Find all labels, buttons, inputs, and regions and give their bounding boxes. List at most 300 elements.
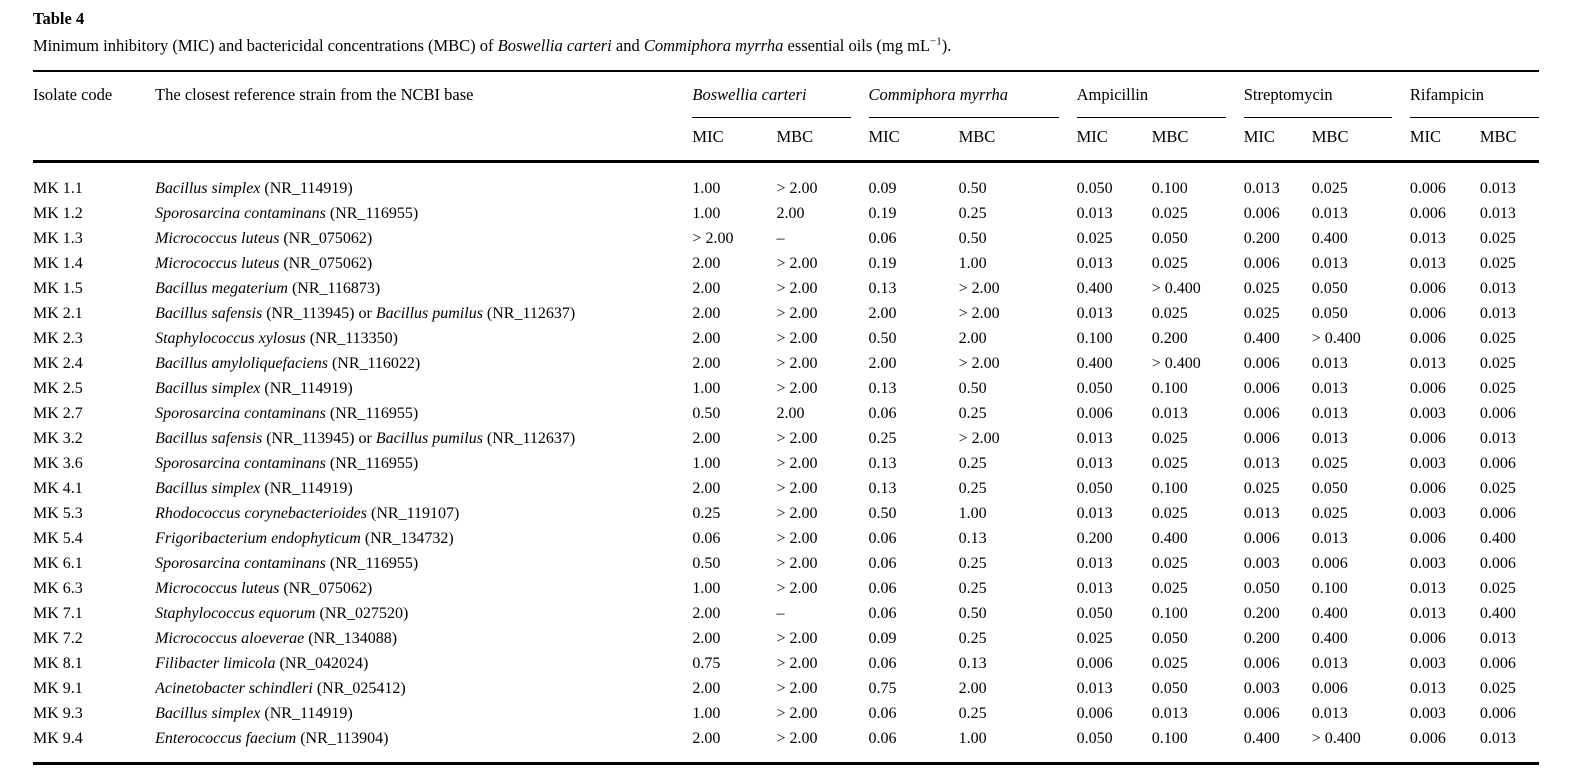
table-row <box>33 476 1539 501</box>
mbc-value-cell: 0.013 <box>1311 255 1348 272</box>
strain-cell <box>155 376 692 401</box>
table-row <box>33 301 1539 326</box>
mic-value-cell: 0.013 <box>1076 430 1113 447</box>
isolate-code-cell: MK 8.1 <box>33 655 83 672</box>
mic-value-cell: 0.006 <box>1409 280 1446 297</box>
mic-value-cell: 0.006 <box>1243 655 1280 672</box>
mbc-value-cell: 0.400 <box>1311 230 1348 247</box>
mic-value-cell: 2.00 <box>692 605 721 622</box>
strain-segment: (NR_116955) <box>325 555 419 572</box>
table-row <box>33 501 1539 526</box>
mic-value-cell: 1.00 <box>692 455 721 472</box>
subcolumn-header-mic: MIC <box>1244 118 1312 162</box>
mbc-value-cell: 0.50 <box>958 605 987 622</box>
caption-segment: essential oils (mg mL <box>783 36 931 55</box>
isolate-code-cell: MK 3.6 <box>33 455 83 472</box>
strain-cell <box>155 162 692 202</box>
mbc-value-cell: 0.006 <box>1479 705 1516 722</box>
mbc-value-cell: 0.25 <box>958 480 987 497</box>
table-row <box>33 551 1539 576</box>
mic-value-cell: 0.400 <box>1076 355 1113 372</box>
mic-value-cell: 2.00 <box>692 305 721 322</box>
mic-value-cell: 0.050 <box>1076 380 1113 397</box>
isolate-code-cell: MK 4.1 <box>33 480 83 497</box>
mic-value-cell: 1.00 <box>692 180 721 197</box>
mic-value-cell: 0.13 <box>868 480 897 497</box>
mbc-value-cell: > 2.00 <box>776 480 818 497</box>
table-row <box>33 351 1539 376</box>
mic-value-cell: 0.013 <box>1409 255 1446 272</box>
mic-value-cell: 0.013 <box>1409 605 1446 622</box>
header-group-row <box>33 71 1539 118</box>
mbc-value-cell: 0.050 <box>1311 305 1348 322</box>
strain-segment: (NR_112637) <box>482 305 576 322</box>
mic-value-cell: 0.003 <box>1409 555 1446 572</box>
isolate-code-cell: MK 1.1 <box>33 180 83 197</box>
mbc-value-cell: > 2.00 <box>776 430 818 447</box>
mic-value-cell: 0.200 <box>1243 230 1280 247</box>
mbc-value-cell: > 2.00 <box>776 530 818 547</box>
strain-segment: (NR_116873) <box>287 280 381 297</box>
mic-value-cell: 0.50 <box>868 330 897 347</box>
mbc-value-cell: 0.25 <box>958 405 987 422</box>
mbc-value-cell: > 2.00 <box>776 655 818 672</box>
mbc-value-cell: > 0.400 <box>1311 730 1361 747</box>
strain-segment: (NR_027520) <box>315 605 409 622</box>
mic-value-cell: 0.006 <box>1076 655 1113 672</box>
mic-value-cell: 2.00 <box>868 355 897 372</box>
mic-value-cell: 0.06 <box>868 655 897 672</box>
strain-segment: (NR_134088) <box>304 630 398 647</box>
mic-value-cell: 0.09 <box>868 180 897 197</box>
mbc-value-cell: > 2.00 <box>958 430 1000 447</box>
table-row <box>33 676 1539 701</box>
mic-value-cell: 2.00 <box>692 280 721 297</box>
mbc-value-cell: 2.00 <box>958 330 987 347</box>
mbc-value-cell: 0.025 <box>1479 380 1516 397</box>
strain-segment: (NR_025412) <box>312 680 406 697</box>
strain-segment: (NR_116955) <box>325 455 419 472</box>
caption-segment: and <box>611 36 644 55</box>
mbc-value-cell: 0.006 <box>1479 505 1516 522</box>
isolate-code-cell: MK 6.3 <box>33 580 83 597</box>
mic-value-cell: 0.003 <box>1243 680 1280 697</box>
mbc-value-cell: 0.400 <box>1479 605 1516 622</box>
mbc-value-cell: 0.13 <box>958 530 987 547</box>
mic-value-cell: 0.050 <box>1076 480 1113 497</box>
mic-value-cell: 0.06 <box>868 405 897 422</box>
mic-value-cell: 0.06 <box>868 530 897 547</box>
mic-value-cell: 0.006 <box>1243 355 1280 372</box>
mbc-value-cell: > 2.00 <box>958 355 1000 372</box>
mbc-value-cell: 1.00 <box>958 730 987 747</box>
strain-italic-segment: Sporosarcina contaminans <box>155 455 326 472</box>
strain-cell <box>155 476 692 501</box>
mic-value-cell: 0.006 <box>1409 205 1446 222</box>
table-row <box>33 451 1539 476</box>
mbc-value-cell: 0.006 <box>1479 655 1516 672</box>
caption-segment: ). <box>941 36 952 55</box>
mic-value-cell: 0.013 <box>1409 355 1446 372</box>
mbc-value-cell: > 2.00 <box>776 355 818 372</box>
mbc-value-cell: 0.013 <box>1479 205 1516 222</box>
mbc-value-cell: 0.050 <box>1151 230 1188 247</box>
isolate-code-cell: MK 1.4 <box>33 255 83 272</box>
mbc-value-cell: – <box>776 605 785 622</box>
strain-italic-segment: Bacillus safensis <box>155 430 263 447</box>
mic-value-cell: 0.400 <box>1243 730 1280 747</box>
mic-value-cell: 0.006 <box>1243 380 1280 397</box>
caption-italic-segment: Boswellia carteri <box>497 36 612 55</box>
mbc-value-cell: 0.400 <box>1151 530 1188 547</box>
column-group-boswellia-carteri <box>692 71 868 118</box>
mbc-value-cell: 0.200 <box>1151 330 1188 347</box>
mic-value-cell: 0.50 <box>692 405 721 422</box>
strain-segment: (NR_113350) <box>305 330 398 347</box>
strain-italic-segment: Micrococcus luteus <box>155 255 280 272</box>
mbc-value-cell: 0.50 <box>958 230 987 247</box>
mic-value-cell: 0.19 <box>868 205 897 222</box>
mic-value-cell: 0.06 <box>868 555 897 572</box>
table-row <box>33 162 1539 202</box>
mic-value-cell: 2.00 <box>692 255 721 272</box>
strain-segment: (NR_075062) <box>279 580 373 597</box>
table-row <box>33 426 1539 451</box>
group-underline <box>1077 85 1226 118</box>
mbc-value-cell: 0.025 <box>1151 505 1188 522</box>
mic-value-cell: 0.19 <box>868 255 897 272</box>
mic-value-cell: 0.006 <box>1409 630 1446 647</box>
mic-value-cell: 0.013 <box>1076 305 1113 322</box>
isolate-code-cell: MK 5.3 <box>33 505 83 522</box>
mic-value-cell: 0.13 <box>868 280 897 297</box>
mbc-value-cell: 0.013 <box>1311 205 1348 222</box>
mbc-value-cell: 0.006 <box>1311 555 1348 572</box>
mic-mbc-table <box>33 70 1539 765</box>
mbc-value-cell: 0.013 <box>1311 380 1348 397</box>
strain-italic-segment: Sporosarcina contaminans <box>155 555 326 572</box>
mic-value-cell: 0.006 <box>1076 705 1113 722</box>
column-group-ampicillin <box>1077 71 1244 118</box>
mbc-value-cell: > 0.400 <box>1151 280 1201 297</box>
mbc-value-cell: 0.050 <box>1311 480 1348 497</box>
strain-cell <box>155 226 692 251</box>
mic-value-cell: 0.06 <box>868 705 897 722</box>
table-row <box>33 276 1539 301</box>
mbc-value-cell: 0.013 <box>1151 705 1188 722</box>
mic-value-cell: 2.00 <box>692 730 721 747</box>
mbc-value-cell: 0.013 <box>1479 730 1516 747</box>
isolate-code-cell: MK 2.3 <box>33 330 83 347</box>
mic-value-cell: 0.75 <box>692 655 721 672</box>
column-header-isolate-code: Isolate code <box>33 71 155 162</box>
mic-value-cell: 0.06 <box>868 230 897 247</box>
mbc-value-cell: > 0.400 <box>1311 330 1361 347</box>
mic-value-cell: 0.006 <box>1243 205 1280 222</box>
mic-value-cell: 0.09 <box>868 630 897 647</box>
mbc-value-cell: > 2.00 <box>776 680 818 697</box>
mbc-value-cell: 0.013 <box>1311 405 1348 422</box>
strain-segment: (NR_119107) <box>367 505 460 522</box>
strain-cell <box>155 501 692 526</box>
mic-value-cell: 0.013 <box>1243 505 1280 522</box>
mic-value-cell: 0.25 <box>692 505 721 522</box>
mbc-value-cell: 0.025 <box>1479 355 1516 372</box>
strain-italic-segment: Enterococcus faecium <box>155 730 297 747</box>
mbc-value-cell: > 2.00 <box>958 280 1000 297</box>
strain-cell <box>155 351 692 376</box>
strain-italic-segment: Bacillus simplex <box>155 380 261 397</box>
strain-segment: (NR_116955) <box>325 405 419 422</box>
mbc-value-cell: 0.100 <box>1311 580 1348 597</box>
mbc-value-cell: 0.025 <box>1311 180 1348 197</box>
mic-value-cell: 0.025 <box>1243 280 1280 297</box>
mic-value-cell: 0.025 <box>1243 305 1280 322</box>
mbc-value-cell: 0.013 <box>1479 630 1516 647</box>
mbc-value-cell: 0.100 <box>1151 380 1188 397</box>
mbc-value-cell: 0.400 <box>1311 630 1348 647</box>
strain-italic-segment: Micrococcus luteus <box>155 230 280 247</box>
mic-value-cell: 0.006 <box>1409 305 1446 322</box>
subcolumn-header-mbc: MBC <box>1152 118 1244 162</box>
mbc-value-cell: > 2.00 <box>776 555 818 572</box>
mic-value-cell: 0.006 <box>1409 330 1446 347</box>
strain-italic-segment: Bacillus pumilus <box>375 430 483 447</box>
mic-value-cell: > 2.00 <box>692 230 734 247</box>
strain-segment: (NR_134732) <box>360 530 454 547</box>
strain-italic-segment: Bacillus simplex <box>155 480 261 497</box>
mbc-value-cell: 0.25 <box>958 555 987 572</box>
table-label: Table 4 <box>33 9 85 28</box>
mic-value-cell: 0.006 <box>1409 730 1446 747</box>
table-row <box>33 601 1539 626</box>
mic-value-cell: 0.003 <box>1409 655 1446 672</box>
mbc-value-cell: 0.025 <box>1479 480 1516 497</box>
mic-value-cell: 2.00 <box>692 630 721 647</box>
mic-value-cell: 0.13 <box>868 380 897 397</box>
mbc-value-cell: 0.013 <box>1311 655 1348 672</box>
mbc-value-cell: 0.013 <box>1311 355 1348 372</box>
mic-value-cell: 0.050 <box>1076 180 1113 197</box>
mic-value-cell: 0.013 <box>1076 680 1113 697</box>
table-row <box>33 401 1539 426</box>
mic-value-cell: 0.013 <box>1076 555 1113 572</box>
mbc-value-cell: 0.25 <box>958 580 987 597</box>
isolate-code-cell: MK 2.7 <box>33 405 83 422</box>
mic-value-cell: 0.006 <box>1243 255 1280 272</box>
mic-value-cell: 0.050 <box>1076 730 1113 747</box>
mbc-value-cell: 1.00 <box>958 255 987 272</box>
isolate-code-cell: MK 7.1 <box>33 605 83 622</box>
mic-value-cell: 0.006 <box>1409 380 1446 397</box>
isolate-code-cell: MK 2.5 <box>33 380 83 397</box>
mbc-value-cell: 0.025 <box>1311 455 1348 472</box>
mbc-value-cell: 0.025 <box>1151 305 1188 322</box>
mic-value-cell: 0.006 <box>1076 405 1113 422</box>
strain-italic-segment: Acinetobacter schindleri <box>155 680 313 697</box>
strain-cell <box>155 276 692 301</box>
strain-cell <box>155 251 692 276</box>
strain-segment: (NR_116022) <box>327 355 421 372</box>
table-header <box>33 71 1539 162</box>
mbc-value-cell: > 2.00 <box>776 580 818 597</box>
strain-cell <box>155 626 692 651</box>
mic-value-cell: 2.00 <box>868 305 897 322</box>
mic-value-cell: 0.050 <box>1243 580 1280 597</box>
mic-value-cell: 0.50 <box>868 505 897 522</box>
strain-cell <box>155 301 692 326</box>
mic-value-cell: 0.006 <box>1409 480 1446 497</box>
mbc-value-cell: 0.50 <box>958 380 987 397</box>
isolate-code-cell: MK 2.4 <box>33 355 83 372</box>
caption-segment: Minimum inhibitory (MIC) and bactericidal concentrations (MBC) of <box>33 36 498 55</box>
isolate-code-cell: MK 9.1 <box>33 680 83 697</box>
isolate-code-cell: MK 1.3 <box>33 230 83 247</box>
subcolumn-header-mbc: MBC <box>959 118 1077 162</box>
mic-value-cell: 0.003 <box>1409 505 1446 522</box>
mic-value-cell: 0.200 <box>1243 605 1280 622</box>
group-underline <box>692 85 850 118</box>
mic-value-cell: 0.06 <box>868 730 897 747</box>
mbc-value-cell: > 2.00 <box>776 280 818 297</box>
mic-value-cell: 1.00 <box>692 705 721 722</box>
isolate-code-cell: MK 5.4 <box>33 530 83 547</box>
strain-segment: (NR_114919) <box>260 180 353 197</box>
mic-value-cell: 0.06 <box>868 605 897 622</box>
mbc-value-cell: 0.013 <box>1311 430 1348 447</box>
mbc-value-cell: 0.013 <box>1479 305 1516 322</box>
strain-segment: (NR_114919) <box>260 705 353 722</box>
strain-italic-segment: Rhodococcus corynebacterioides <box>155 505 368 522</box>
mic-value-cell: 0.400 <box>1076 280 1113 297</box>
mbc-value-cell: 0.25 <box>958 205 987 222</box>
mbc-value-cell: 0.400 <box>1311 605 1348 622</box>
mic-value-cell: 0.013 <box>1243 180 1280 197</box>
mbc-value-cell: 2.00 <box>958 680 987 697</box>
mic-value-cell: 0.50 <box>692 555 721 572</box>
mic-value-cell: 0.025 <box>1243 480 1280 497</box>
mbc-value-cell: 0.025 <box>1151 255 1188 272</box>
mic-value-cell: 0.050 <box>1076 605 1113 622</box>
isolate-code-cell: MK 7.2 <box>33 630 83 647</box>
mic-value-cell: 0.013 <box>1076 205 1113 222</box>
mic-value-cell: 0.006 <box>1243 530 1280 547</box>
mic-value-cell: 0.200 <box>1076 530 1113 547</box>
mbc-value-cell: 0.025 <box>1479 580 1516 597</box>
table-body <box>33 162 1539 764</box>
mbc-value-cell: > 2.00 <box>776 730 818 747</box>
strain-italic-segment: Frigoribacterium endophyticum <box>155 530 361 547</box>
mic-value-cell: 0.003 <box>1409 705 1446 722</box>
mbc-value-cell: 0.013 <box>1311 530 1348 547</box>
isolate-code-cell: MK 2.1 <box>33 305 83 322</box>
strain-cell <box>155 726 692 764</box>
mbc-value-cell: > 2.00 <box>776 380 818 397</box>
mic-value-cell: 2.00 <box>692 480 721 497</box>
mbc-value-cell: 2.00 <box>776 205 805 222</box>
mic-value-cell: 0.025 <box>1076 630 1113 647</box>
mbc-value-cell: 0.013 <box>1151 405 1188 422</box>
mbc-value-cell: 0.100 <box>1151 605 1188 622</box>
mic-value-cell: 0.006 <box>1409 530 1446 547</box>
mbc-value-cell: 0.400 <box>1479 530 1516 547</box>
mic-value-cell: 1.00 <box>692 380 721 397</box>
mic-value-cell: 0.003 <box>1409 455 1446 472</box>
mic-value-cell: 2.00 <box>692 680 721 697</box>
mic-value-cell: 0.013 <box>1076 505 1113 522</box>
mic-value-cell: 0.75 <box>868 680 897 697</box>
group-label: Ampicillin <box>1076 85 1149 104</box>
mic-value-cell: 0.25 <box>868 430 897 447</box>
mbc-value-cell: 0.100 <box>1151 180 1188 197</box>
mic-value-cell: 0.006 <box>1409 180 1446 197</box>
mbc-value-cell: > 2.00 <box>776 255 818 272</box>
subcolumn-header-mic: MIC <box>1410 118 1480 162</box>
mic-value-cell: 0.06 <box>692 530 721 547</box>
mic-value-cell: 0.003 <box>1409 405 1446 422</box>
mbc-value-cell: 0.013 <box>1311 705 1348 722</box>
strain-italic-segment: Bacillus safensis <box>155 305 263 322</box>
mbc-value-cell: 0.006 <box>1479 555 1516 572</box>
mbc-value-cell: > 2.00 <box>776 180 818 197</box>
mbc-value-cell: 1.00 <box>958 505 987 522</box>
table-row <box>33 576 1539 601</box>
mbc-value-cell: 0.50 <box>958 180 987 197</box>
subcolumn-header-mbc: MBC <box>1480 118 1539 162</box>
mbc-value-cell: 0.25 <box>958 630 987 647</box>
caption-italic-segment: Commiphora myrrha <box>643 36 784 55</box>
mbc-value-cell: 0.006 <box>1479 455 1516 472</box>
mbc-value-cell: 0.25 <box>958 455 987 472</box>
mbc-value-cell: > 0.400 <box>1151 355 1201 372</box>
table-row <box>33 251 1539 276</box>
mic-value-cell: 1.00 <box>692 580 721 597</box>
strain-segment: (NR_075062) <box>279 255 373 272</box>
mbc-value-cell: > 2.00 <box>958 305 1000 322</box>
isolate-code-cell: MK 6.1 <box>33 555 83 572</box>
column-group-streptomycin <box>1244 71 1410 118</box>
mic-value-cell: 0.06 <box>868 580 897 597</box>
mic-value-cell: 0.006 <box>1243 705 1280 722</box>
mbc-value-cell: 0.013 <box>1479 280 1516 297</box>
mic-value-cell: 0.003 <box>1243 555 1280 572</box>
group-label: Rifampicin <box>1409 85 1485 104</box>
strain-cell <box>155 426 692 451</box>
mic-value-cell: 0.006 <box>1243 430 1280 447</box>
column-group-commiphora-myrrha <box>869 71 1077 118</box>
strain-cell <box>155 576 692 601</box>
mbc-value-cell: 0.025 <box>1151 655 1188 672</box>
mbc-value-cell: 0.025 <box>1151 580 1188 597</box>
mbc-value-cell: 0.050 <box>1151 680 1188 697</box>
strain-italic-segment: Staphylococcus equorum <box>155 605 316 622</box>
mic-value-cell: 1.00 <box>692 205 721 222</box>
mic-value-cell: 2.00 <box>692 430 721 447</box>
table-row <box>33 201 1539 226</box>
column-header-reference-strain: The closest reference strain from the NCBI base <box>155 71 692 162</box>
group-underline <box>1410 85 1539 118</box>
mic-value-cell: 2.00 <box>692 330 721 347</box>
isolate-code-cell: MK 9.3 <box>33 705 83 722</box>
mbc-value-cell: 0.050 <box>1151 630 1188 647</box>
mbc-value-cell: 0.006 <box>1311 680 1348 697</box>
isolate-code-cell: MK 1.5 <box>33 280 83 297</box>
mbc-value-cell: > 2.00 <box>776 505 818 522</box>
strain-segment: (NR_114919) <box>260 480 353 497</box>
mbc-value-cell: > 2.00 <box>776 630 818 647</box>
mbc-value-cell: 0.025 <box>1479 255 1516 272</box>
mbc-value-cell: > 2.00 <box>776 330 818 347</box>
